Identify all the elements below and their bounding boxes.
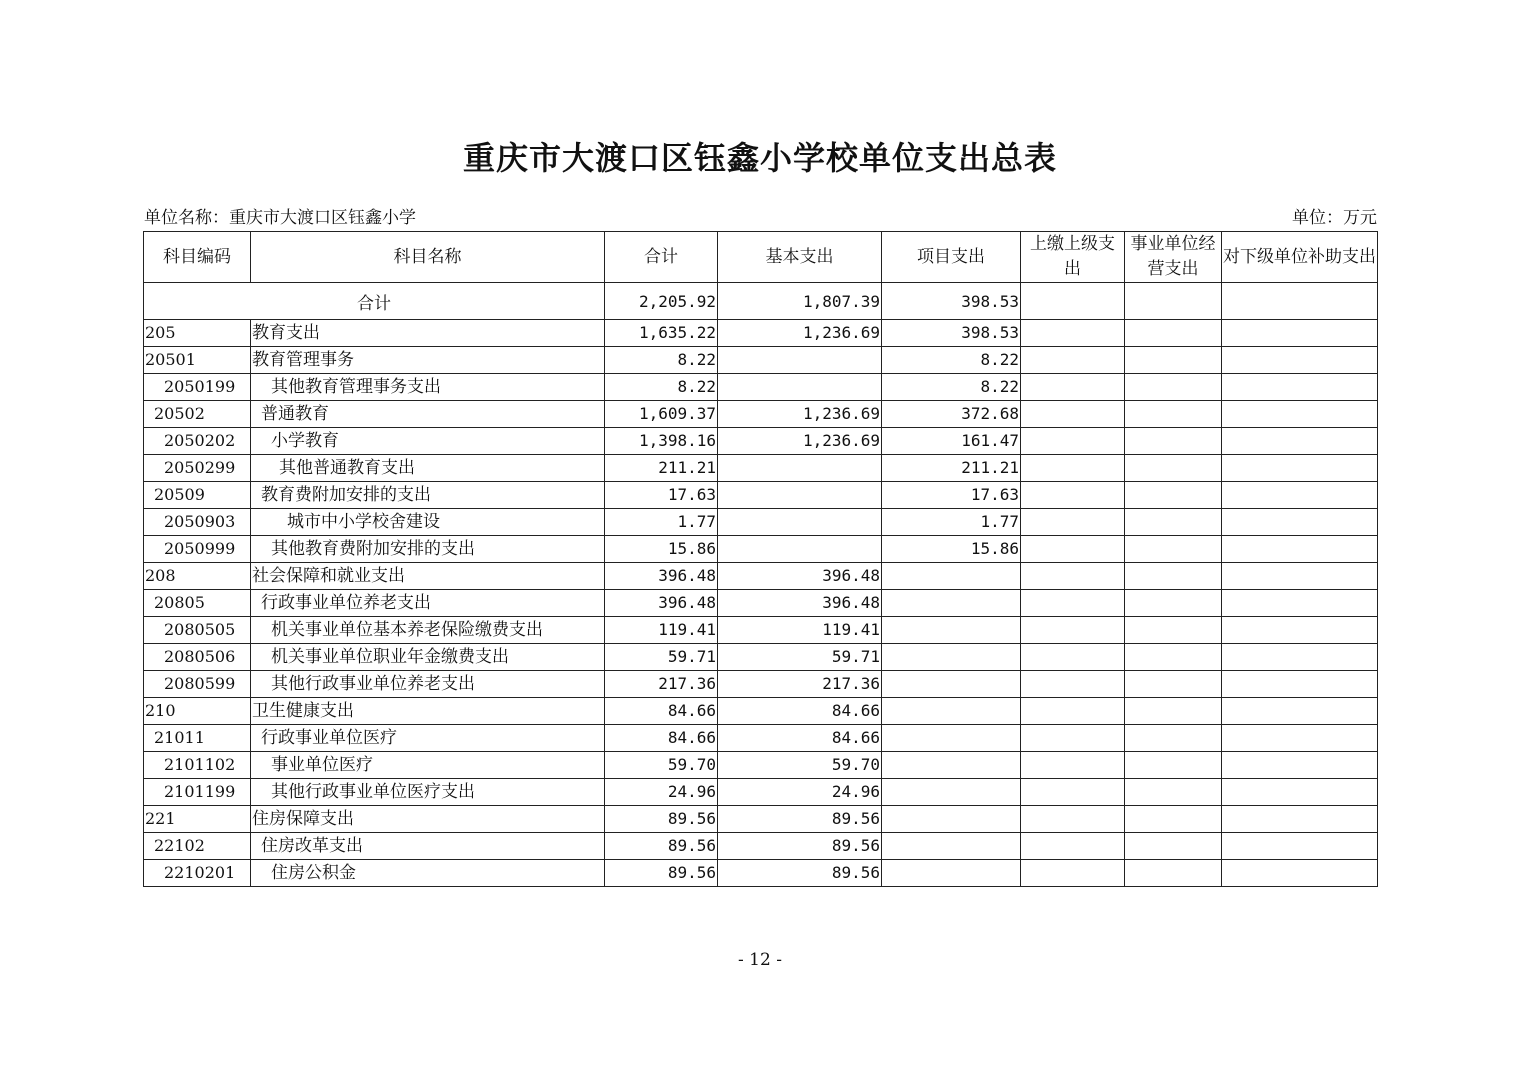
row-project xyxy=(882,725,1021,752)
row-subsidy xyxy=(1222,401,1378,428)
row-upper xyxy=(1021,563,1125,590)
row-name: 行政事业单位养老支出 xyxy=(251,590,605,617)
row-code: 2050202 xyxy=(144,428,251,455)
row-project xyxy=(882,752,1021,779)
row-total: 24.96 xyxy=(605,779,718,806)
row-project xyxy=(882,590,1021,617)
row-upper xyxy=(1021,644,1125,671)
row-subsidy xyxy=(1222,563,1378,590)
row-total: 1,635.22 xyxy=(605,320,718,347)
row-project xyxy=(882,779,1021,806)
row-basic: 84.66 xyxy=(718,698,882,725)
row-upper xyxy=(1021,860,1125,887)
row-subsidy xyxy=(1222,671,1378,698)
table-row xyxy=(144,833,1378,860)
row-upper xyxy=(1021,428,1125,455)
row-name: 普通教育 xyxy=(251,401,605,428)
table-row xyxy=(144,509,1378,536)
row-basic: 396.48 xyxy=(718,563,882,590)
row-name: 住房公积金 xyxy=(251,860,605,887)
column-header-business: 事业单位经营支出 xyxy=(1125,232,1222,283)
row-project: 372.68 xyxy=(882,401,1021,428)
row-name: 机关事业单位职业年金缴费支出 xyxy=(251,644,605,671)
row-basic: 89.56 xyxy=(718,860,882,887)
row-upper xyxy=(1021,617,1125,644)
row-business xyxy=(1125,833,1222,860)
row-business xyxy=(1125,617,1222,644)
row-total: 217.36 xyxy=(605,671,718,698)
expenditure-table xyxy=(143,231,1378,887)
page-title: 重庆市大渡口区钰鑫小学校单位支出总表 xyxy=(462,139,1057,177)
total-subsidy xyxy=(1222,283,1378,320)
table-row xyxy=(144,320,1378,347)
row-business xyxy=(1125,860,1222,887)
row-code: 21011 xyxy=(144,725,251,752)
row-total: 89.56 xyxy=(605,860,718,887)
row-code: 20502 xyxy=(144,401,251,428)
row-code: 2050999 xyxy=(144,536,251,563)
row-code: 2101199 xyxy=(144,779,251,806)
column-header-name: 科目名称 xyxy=(251,232,605,283)
row-subsidy xyxy=(1222,374,1378,401)
table-row xyxy=(144,536,1378,563)
table-row xyxy=(144,698,1378,725)
row-project: 161.47 xyxy=(882,428,1021,455)
row-business xyxy=(1125,509,1222,536)
row-basic xyxy=(718,536,882,563)
row-name: 小学教育 xyxy=(251,428,605,455)
row-business xyxy=(1125,590,1222,617)
row-basic: 1,236.69 xyxy=(718,320,882,347)
row-total: 84.66 xyxy=(605,725,718,752)
row-code: 20509 xyxy=(144,482,251,509)
row-total: 59.71 xyxy=(605,644,718,671)
row-name: 行政事业单位医疗 xyxy=(251,725,605,752)
column-header-basic: 基本支出 xyxy=(718,232,882,283)
total-row xyxy=(144,283,1378,320)
row-code: 2080506 xyxy=(144,644,251,671)
table-row xyxy=(144,455,1378,482)
row-name: 机关事业单位基本养老保险缴费支出 xyxy=(251,617,605,644)
row-subsidy xyxy=(1222,779,1378,806)
row-upper xyxy=(1021,671,1125,698)
total-upper xyxy=(1021,283,1125,320)
table-row xyxy=(144,563,1378,590)
row-basic: 1,236.69 xyxy=(718,428,882,455)
row-upper xyxy=(1021,401,1125,428)
row-code: 2080505 xyxy=(144,617,251,644)
row-name: 住房保障支出 xyxy=(251,806,605,833)
table-row xyxy=(144,752,1378,779)
row-business xyxy=(1125,428,1222,455)
row-project: 398.53 xyxy=(882,320,1021,347)
row-basic xyxy=(718,374,882,401)
row-business xyxy=(1125,482,1222,509)
row-code: 2050199 xyxy=(144,374,251,401)
row-basic: 89.56 xyxy=(718,806,882,833)
row-project xyxy=(882,833,1021,860)
row-project: 8.22 xyxy=(882,374,1021,401)
row-subsidy xyxy=(1222,428,1378,455)
row-subsidy xyxy=(1222,590,1378,617)
unit-label: 单位：万元 xyxy=(1292,208,1377,228)
row-upper xyxy=(1021,320,1125,347)
row-project xyxy=(882,563,1021,590)
row-project: 1.77 xyxy=(882,509,1021,536)
row-project: 17.63 xyxy=(882,482,1021,509)
table-row xyxy=(144,617,1378,644)
row-total: 15.86 xyxy=(605,536,718,563)
table-row xyxy=(144,482,1378,509)
row-subsidy xyxy=(1222,725,1378,752)
column-header-total: 合计 xyxy=(605,232,718,283)
total-project: 398.53 xyxy=(882,283,1021,320)
table-row xyxy=(144,428,1378,455)
row-business xyxy=(1125,725,1222,752)
row-business xyxy=(1125,401,1222,428)
row-code: 20805 xyxy=(144,590,251,617)
total-basic: 1,807.39 xyxy=(718,283,882,320)
row-upper xyxy=(1021,779,1125,806)
row-name: 其他行政事业单位养老支出 xyxy=(251,671,605,698)
row-name: 其他教育费附加安排的支出 xyxy=(251,536,605,563)
total-business xyxy=(1125,283,1222,320)
table-header-row xyxy=(144,232,1378,283)
row-upper xyxy=(1021,509,1125,536)
row-upper xyxy=(1021,482,1125,509)
row-basic xyxy=(718,482,882,509)
row-business xyxy=(1125,671,1222,698)
row-code: 205 xyxy=(144,320,251,347)
row-total: 8.22 xyxy=(605,374,718,401)
table-row xyxy=(144,806,1378,833)
row-code: 2101102 xyxy=(144,752,251,779)
row-project xyxy=(882,698,1021,725)
row-basic xyxy=(718,347,882,374)
row-upper xyxy=(1021,347,1125,374)
table-row xyxy=(144,644,1378,671)
row-code: 22102 xyxy=(144,833,251,860)
row-name: 教育费附加安排的支出 xyxy=(251,482,605,509)
row-project xyxy=(882,806,1021,833)
row-basic: 59.71 xyxy=(718,644,882,671)
row-basic: 396.48 xyxy=(718,590,882,617)
row-business xyxy=(1125,779,1222,806)
row-name: 社会保障和就业支出 xyxy=(251,563,605,590)
row-upper xyxy=(1021,455,1125,482)
row-name: 城市中小学校舍建设 xyxy=(251,509,605,536)
row-upper xyxy=(1021,725,1125,752)
row-code: 210 xyxy=(144,698,251,725)
row-basic xyxy=(718,455,882,482)
row-basic: 24.96 xyxy=(718,779,882,806)
row-subsidy xyxy=(1222,698,1378,725)
row-code: 2050299 xyxy=(144,455,251,482)
row-business xyxy=(1125,455,1222,482)
table-row xyxy=(144,860,1378,887)
page-number: - 12 - xyxy=(738,950,782,970)
row-upper xyxy=(1021,698,1125,725)
row-total: 17.63 xyxy=(605,482,718,509)
row-name: 事业单位医疗 xyxy=(251,752,605,779)
row-name: 卫生健康支出 xyxy=(251,698,605,725)
column-header-code: 科目编码 xyxy=(144,232,251,283)
row-basic: 84.66 xyxy=(718,725,882,752)
row-code: 20501 xyxy=(144,347,251,374)
row-project: 8.22 xyxy=(882,347,1021,374)
row-total: 396.48 xyxy=(605,563,718,590)
row-basic xyxy=(718,509,882,536)
total-label: 合计 xyxy=(144,283,605,320)
row-project xyxy=(882,860,1021,887)
column-header-project: 项目支出 xyxy=(882,232,1021,283)
row-code: 208 xyxy=(144,563,251,590)
table-row xyxy=(144,671,1378,698)
row-total: 59.70 xyxy=(605,752,718,779)
row-subsidy xyxy=(1222,617,1378,644)
row-total: 8.22 xyxy=(605,347,718,374)
row-code: 2210201 xyxy=(144,860,251,887)
row-basic: 1,236.69 xyxy=(718,401,882,428)
row-upper xyxy=(1021,374,1125,401)
row-basic: 89.56 xyxy=(718,833,882,860)
row-name: 其他普通教育支出 xyxy=(251,455,605,482)
row-code: 2080599 xyxy=(144,671,251,698)
row-business xyxy=(1125,806,1222,833)
row-subsidy xyxy=(1222,833,1378,860)
row-business xyxy=(1125,698,1222,725)
total-total: 2,205.92 xyxy=(605,283,718,320)
row-subsidy xyxy=(1222,509,1378,536)
column-header-upper: 上缴上级支出 xyxy=(1021,232,1125,283)
row-subsidy xyxy=(1222,644,1378,671)
row-subsidy xyxy=(1222,455,1378,482)
row-name: 其他教育管理事务支出 xyxy=(251,374,605,401)
row-business xyxy=(1125,563,1222,590)
row-upper xyxy=(1021,590,1125,617)
row-basic: 119.41 xyxy=(718,617,882,644)
row-subsidy xyxy=(1222,347,1378,374)
row-upper xyxy=(1021,752,1125,779)
row-business xyxy=(1125,752,1222,779)
row-basic: 217.36 xyxy=(718,671,882,698)
row-business xyxy=(1125,347,1222,374)
row-upper xyxy=(1021,806,1125,833)
row-total: 1.77 xyxy=(605,509,718,536)
row-project xyxy=(882,617,1021,644)
row-subsidy xyxy=(1222,320,1378,347)
row-subsidy xyxy=(1222,860,1378,887)
row-total: 84.66 xyxy=(605,698,718,725)
row-code: 2050903 xyxy=(144,509,251,536)
row-total: 1,398.16 xyxy=(605,428,718,455)
row-project: 211.21 xyxy=(882,455,1021,482)
row-subsidy xyxy=(1222,752,1378,779)
table-row xyxy=(144,401,1378,428)
row-subsidy xyxy=(1222,806,1378,833)
unit-name-label: 单位名称：重庆市大渡口区钰鑫小学 xyxy=(144,208,416,228)
row-name: 其他行政事业单位医疗支出 xyxy=(251,779,605,806)
row-business xyxy=(1125,644,1222,671)
table-meta xyxy=(144,206,1377,230)
row-total: 1,609.37 xyxy=(605,401,718,428)
table-row xyxy=(144,725,1378,752)
row-upper xyxy=(1021,833,1125,860)
row-total: 211.21 xyxy=(605,455,718,482)
row-project: 15.86 xyxy=(882,536,1021,563)
row-upper xyxy=(1021,536,1125,563)
table-row xyxy=(144,374,1378,401)
row-business xyxy=(1125,374,1222,401)
row-total: 119.41 xyxy=(605,617,718,644)
row-business xyxy=(1125,536,1222,563)
row-total: 89.56 xyxy=(605,806,718,833)
row-name: 住房改革支出 xyxy=(251,833,605,860)
row-subsidy xyxy=(1222,536,1378,563)
row-business xyxy=(1125,320,1222,347)
row-project xyxy=(882,671,1021,698)
row-total: 89.56 xyxy=(605,833,718,860)
row-code: 221 xyxy=(144,806,251,833)
row-subsidy xyxy=(1222,482,1378,509)
table-row xyxy=(144,779,1378,806)
row-name: 教育支出 xyxy=(251,320,605,347)
row-basic: 59.70 xyxy=(718,752,882,779)
row-project xyxy=(882,644,1021,671)
column-header-subsidy: 对下级单位补助支出 xyxy=(1222,232,1378,283)
row-name: 教育管理事务 xyxy=(251,347,605,374)
table-row xyxy=(144,347,1378,374)
row-total: 396.48 xyxy=(605,590,718,617)
table-row xyxy=(144,590,1378,617)
